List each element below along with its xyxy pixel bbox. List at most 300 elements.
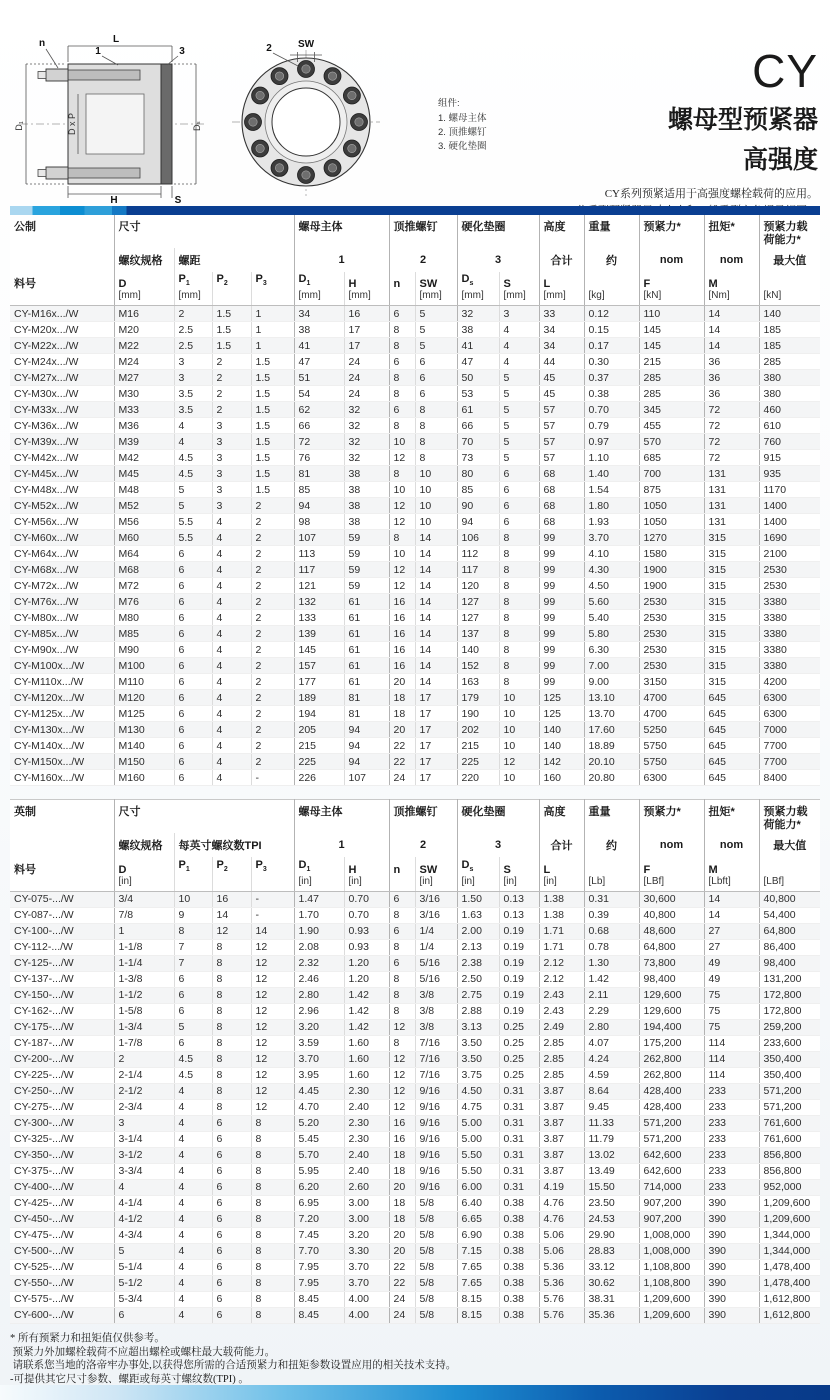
- cell: 4.00: [344, 1291, 389, 1307]
- cell: 6: [174, 546, 212, 562]
- cell: 0.25: [499, 1067, 539, 1083]
- column-header: D [mm]: [114, 272, 174, 306]
- cell: 10: [499, 738, 539, 754]
- cell: 4: [212, 610, 251, 626]
- cell: M48: [114, 482, 174, 498]
- cell: 2530: [639, 610, 704, 626]
- cell: 131: [704, 482, 759, 498]
- cell: 5.36: [539, 1275, 584, 1291]
- cell: 5/8: [415, 1227, 457, 1243]
- dim-label-S: S: [175, 195, 182, 206]
- cell: 0.19: [499, 955, 539, 971]
- cell: 8: [499, 594, 539, 610]
- cell: 3380: [759, 610, 820, 626]
- cell: 5/8: [415, 1195, 457, 1211]
- cell: 571,200: [639, 1131, 704, 1147]
- cell: CY-M24x.../W: [10, 354, 114, 370]
- cell: CY-M48x.../W: [10, 482, 114, 498]
- cell: 0.38: [499, 1227, 539, 1243]
- cell: 145: [639, 322, 704, 338]
- table-row: [10, 450, 820, 466]
- cell: 685: [639, 450, 704, 466]
- cell: 99: [539, 610, 584, 626]
- group-header: 螺纹规格: [114, 248, 174, 272]
- cell: M33: [114, 402, 174, 418]
- cell: 16: [389, 642, 415, 658]
- table-row: [10, 1051, 820, 1067]
- cell: 125: [539, 706, 584, 722]
- group-header: 3: [457, 248, 539, 272]
- cell: 8: [499, 674, 539, 690]
- cell: 5.60: [584, 594, 639, 610]
- cell: 45: [539, 370, 584, 386]
- cell: 6: [174, 738, 212, 754]
- cell: 4700: [639, 690, 704, 706]
- group-header: 螺母主体: [294, 800, 389, 833]
- cell: 700: [639, 466, 704, 482]
- cell: 3.87: [539, 1099, 584, 1115]
- cell: 6: [389, 306, 415, 322]
- dim-label-SW: SW: [298, 39, 315, 50]
- cell: CY-M27x.../W: [10, 370, 114, 386]
- group-header: 重量: [584, 800, 639, 833]
- cell: 0.19: [499, 1003, 539, 1019]
- cell: 3.50: [457, 1035, 499, 1051]
- cell: 7.65: [457, 1259, 499, 1275]
- cell: 75: [704, 1019, 759, 1035]
- cell: 390: [704, 1307, 759, 1323]
- cell: 94: [457, 514, 499, 530]
- cell: 315: [704, 594, 759, 610]
- cell: 4: [174, 1131, 212, 1147]
- cell: 133: [294, 610, 344, 626]
- cell: 2530: [639, 642, 704, 658]
- cell: 225: [294, 754, 344, 770]
- cell: 2.43: [539, 1003, 584, 1019]
- cell: 0.17: [584, 338, 639, 354]
- cell: 12: [251, 1067, 294, 1083]
- cell: 5: [499, 450, 539, 466]
- cell: 8: [499, 546, 539, 562]
- cell: 4: [212, 626, 251, 642]
- cell: 8: [389, 418, 415, 434]
- cell: 47: [457, 354, 499, 370]
- cell: 6: [212, 1115, 251, 1131]
- cell: 7.45: [294, 1227, 344, 1243]
- cell: 5.80: [584, 626, 639, 642]
- cell: 380: [759, 386, 820, 402]
- cell: CY-M76x.../W: [10, 594, 114, 610]
- cell: 1.5: [251, 434, 294, 450]
- cell: 285: [639, 386, 704, 402]
- cell: 1.70: [294, 907, 344, 923]
- cell: M60: [114, 530, 174, 546]
- cell: 4: [212, 706, 251, 722]
- cell: 98,400: [759, 955, 820, 971]
- cell: 4: [174, 434, 212, 450]
- cell: 5.40: [584, 610, 639, 626]
- cell: 610: [759, 418, 820, 434]
- callout-1: 1: [95, 46, 101, 57]
- cell: 145: [294, 642, 344, 658]
- cell: 380: [759, 370, 820, 386]
- cell: 5250: [639, 722, 704, 738]
- cell: 1-1/2: [114, 987, 174, 1003]
- table-row: [10, 1019, 820, 1035]
- cell: 68: [539, 498, 584, 514]
- cell: CY-225-.../W: [10, 1067, 114, 1083]
- cell: 3: [174, 370, 212, 386]
- legend-item-2: 2. 顶推螺钉: [438, 126, 487, 138]
- cell: 17: [415, 706, 457, 722]
- cell: 107: [294, 530, 344, 546]
- cell: 8: [415, 402, 457, 418]
- cell: 94: [344, 738, 389, 754]
- cell: 202: [457, 722, 499, 738]
- cell: 6: [212, 1227, 251, 1243]
- cell: M68: [114, 562, 174, 578]
- cell: 645: [704, 738, 759, 754]
- column-header: [kg]: [584, 272, 639, 306]
- legend-item-1: 1. 螺母主体: [438, 112, 487, 124]
- cell: 3380: [759, 658, 820, 674]
- cell: 9/16: [415, 1163, 457, 1179]
- cell: 38.31: [584, 1291, 639, 1307]
- cell: 62: [294, 402, 344, 418]
- table-row: [10, 402, 820, 418]
- cell: 6: [174, 1003, 212, 1019]
- cell: 194,400: [639, 1019, 704, 1035]
- cell: 4: [174, 1083, 212, 1099]
- cell: 3: [212, 450, 251, 466]
- cell: 8: [251, 1243, 294, 1259]
- cell: 12: [499, 754, 539, 770]
- cell: CY-M16x.../W: [10, 306, 114, 322]
- cell: 2.75: [457, 987, 499, 1003]
- table-row: [10, 482, 820, 498]
- cell: 0.31: [499, 1131, 539, 1147]
- column-header: F [LBf]: [639, 857, 704, 891]
- cell: 8: [389, 907, 415, 923]
- cell: 75: [704, 987, 759, 1003]
- cell: 0.38: [499, 1307, 539, 1323]
- cell: 1/4: [415, 939, 457, 955]
- cell: 33.12: [584, 1259, 639, 1275]
- cell: 6: [212, 1307, 251, 1323]
- column-header: H [mm]: [344, 272, 389, 306]
- cell: 3/16: [415, 907, 457, 923]
- column-header: 料号: [10, 272, 114, 306]
- cell: 315: [704, 658, 759, 674]
- cell: 1.5: [251, 466, 294, 482]
- cell: 6: [499, 466, 539, 482]
- cell: 3: [212, 482, 251, 498]
- cell: 99: [539, 626, 584, 642]
- cell: 8: [251, 1179, 294, 1195]
- table-row: [10, 1179, 820, 1195]
- cell: 5: [415, 338, 457, 354]
- cell: 3.87: [539, 1083, 584, 1099]
- cell: 4: [499, 354, 539, 370]
- cell: 14: [415, 594, 457, 610]
- cell: 5: [174, 498, 212, 514]
- group-header: nom: [704, 833, 759, 857]
- cell: 0.19: [499, 987, 539, 1003]
- cell: 6: [212, 1211, 251, 1227]
- cell: 1,209,600: [639, 1307, 704, 1323]
- cell: 145: [639, 338, 704, 354]
- cell: 233: [704, 1163, 759, 1179]
- cell: 315: [704, 642, 759, 658]
- cell: 3.30: [344, 1243, 389, 1259]
- cell: 66: [457, 418, 499, 434]
- cell: 3380: [759, 626, 820, 642]
- cell: 1,478,400: [759, 1275, 820, 1291]
- cell: 73: [457, 450, 499, 466]
- cell: 4: [174, 1099, 212, 1115]
- cell: 1.20: [344, 971, 389, 987]
- cell: 2530: [759, 562, 820, 578]
- cell: 4: [114, 1179, 174, 1195]
- cell: 5.20: [294, 1115, 344, 1131]
- cell: 45: [539, 386, 584, 402]
- cell: 8.45: [294, 1307, 344, 1323]
- table-row: [10, 354, 820, 370]
- cell: 12: [251, 987, 294, 1003]
- cell: 4: [212, 546, 251, 562]
- cell: 0.38: [499, 1275, 539, 1291]
- cell: 570: [639, 434, 704, 450]
- cell: 47: [294, 354, 344, 370]
- cell: 61: [344, 658, 389, 674]
- cell: 8: [499, 626, 539, 642]
- callout-2: 2: [266, 43, 272, 54]
- cell: 315: [704, 546, 759, 562]
- table-row: [10, 1067, 820, 1083]
- cell: 2: [251, 530, 294, 546]
- cell: CY-M130x.../W: [10, 722, 114, 738]
- cell: 12: [389, 1051, 415, 1067]
- group-header: 扭矩*: [704, 800, 759, 833]
- cell: 13.70: [584, 706, 639, 722]
- table-row: [10, 418, 820, 434]
- cell: 7/16: [415, 1051, 457, 1067]
- cell: 17: [344, 338, 389, 354]
- cell: 907,200: [639, 1195, 704, 1211]
- table-row: [10, 1195, 820, 1211]
- cell: 6: [174, 987, 212, 1003]
- cell: 24: [344, 386, 389, 402]
- cell: 4: [212, 530, 251, 546]
- cell: 8: [212, 971, 251, 987]
- cell: 27: [704, 923, 759, 939]
- cell: 142: [539, 754, 584, 770]
- cell: CY-M100x.../W: [10, 658, 114, 674]
- cell: 315: [704, 530, 759, 546]
- cell: 32: [344, 434, 389, 450]
- cell: 4.00: [344, 1307, 389, 1323]
- cell: 0.39: [584, 907, 639, 923]
- cell: 3-1/2: [114, 1147, 174, 1163]
- cell: 2-3/4: [114, 1099, 174, 1115]
- cell: 1.5: [251, 402, 294, 418]
- group-header: 螺距: [174, 248, 294, 272]
- cell: 2.85: [539, 1067, 584, 1083]
- cell: M36: [114, 418, 174, 434]
- cell: 2.32: [294, 955, 344, 971]
- cell: 8: [251, 1115, 294, 1131]
- cell: 8: [212, 955, 251, 971]
- column-header-row: [10, 857, 820, 891]
- cell: 49: [704, 955, 759, 971]
- cell: 225: [457, 754, 499, 770]
- cell: 6: [114, 1307, 174, 1323]
- cell: 32: [344, 402, 389, 418]
- cell: 350,400: [759, 1051, 820, 1067]
- cell: 1: [251, 322, 294, 338]
- cell: CY-500-.../W: [10, 1243, 114, 1259]
- cell: 2.49: [539, 1019, 584, 1035]
- cell: 4: [174, 1211, 212, 1227]
- cell: 4: [174, 418, 212, 434]
- table-row: [10, 1083, 820, 1099]
- cell: 8: [251, 1259, 294, 1275]
- cell: CY-550-.../W: [10, 1275, 114, 1291]
- cell: 390: [704, 1259, 759, 1275]
- cell: 18: [389, 690, 415, 706]
- cell: 27: [704, 939, 759, 955]
- cell: 24: [344, 370, 389, 386]
- cell: 1.60: [344, 1051, 389, 1067]
- cell: 16: [389, 658, 415, 674]
- cell: 3: [174, 354, 212, 370]
- cell: 0.31: [499, 1147, 539, 1163]
- cell: 10: [389, 546, 415, 562]
- cell: 36: [704, 354, 759, 370]
- cell: 5: [114, 1243, 174, 1259]
- cell: 4.5: [174, 466, 212, 482]
- cell: 1.5: [251, 386, 294, 402]
- cell: 3/8: [415, 1019, 457, 1035]
- cell: 233,600: [759, 1035, 820, 1051]
- cell: 64,800: [759, 923, 820, 939]
- cell: 6.20: [294, 1179, 344, 1195]
- group-header: 英制: [10, 800, 114, 833]
- cell: 14: [704, 891, 759, 907]
- cell: 5/8: [415, 1259, 457, 1275]
- cell: 6: [499, 498, 539, 514]
- group-header: 螺母主体: [294, 215, 389, 248]
- cell: 120: [457, 578, 499, 594]
- cell: 6: [212, 1291, 251, 1307]
- cell: 4: [174, 1147, 212, 1163]
- cell: 1-3/4: [114, 1019, 174, 1035]
- cell: 226: [294, 770, 344, 786]
- cell: 760: [759, 434, 820, 450]
- cell: 189: [294, 690, 344, 706]
- cell: 428,400: [639, 1099, 704, 1115]
- cell: 1.5: [251, 418, 294, 434]
- cell: 5: [499, 370, 539, 386]
- table-row: [10, 1275, 820, 1291]
- cell: 129,600: [639, 1003, 704, 1019]
- table-row: [10, 939, 820, 955]
- cell: -: [251, 770, 294, 786]
- cell: 8: [251, 1307, 294, 1323]
- cell: 4.70: [294, 1099, 344, 1115]
- cell: 5: [499, 402, 539, 418]
- cell: 8: [212, 987, 251, 1003]
- column-header: $P_3$: [251, 272, 294, 306]
- cell: 8: [251, 1227, 294, 1243]
- cell: 1.5: [212, 306, 251, 322]
- cell: 13.02: [584, 1147, 639, 1163]
- technical-drawing-svg: [6, 22, 551, 206]
- cell: 32: [344, 418, 389, 434]
- cell: 14: [415, 610, 457, 626]
- cell: 315: [704, 578, 759, 594]
- cell: 137: [457, 626, 499, 642]
- cell: 20: [389, 1227, 415, 1243]
- cell: 3/8: [415, 1003, 457, 1019]
- cell: M27: [114, 370, 174, 386]
- cell: 12: [389, 1099, 415, 1115]
- cell: 1.71: [539, 923, 584, 939]
- product-diagram: [6, 22, 551, 211]
- cell: CY-M64x.../W: [10, 546, 114, 562]
- top-section: [0, 0, 830, 206]
- cell: 1.5: [212, 338, 251, 354]
- cell: 2: [212, 402, 251, 418]
- cell: 30.62: [584, 1275, 639, 1291]
- cell: 14: [704, 907, 759, 923]
- cell: 4700: [639, 706, 704, 722]
- cell: 73,800: [639, 955, 704, 971]
- cell: CY-M45x.../W: [10, 466, 114, 482]
- cell: 2-1/2: [114, 1083, 174, 1099]
- cell: 10: [415, 514, 457, 530]
- cell: 233: [704, 1115, 759, 1131]
- cell: 0.25: [499, 1051, 539, 1067]
- cell: 2.40: [344, 1147, 389, 1163]
- cell: 68: [539, 466, 584, 482]
- cell: 1: [251, 338, 294, 354]
- cell: 0.31: [499, 1083, 539, 1099]
- cell: 5: [174, 1019, 212, 1035]
- cell: M130: [114, 722, 174, 738]
- cell: 22: [389, 1259, 415, 1275]
- cell: 1,209,600: [759, 1211, 820, 1227]
- cell: 98,400: [639, 971, 704, 987]
- cell: 1900: [639, 562, 704, 578]
- cell: 1.93: [584, 514, 639, 530]
- column-header: $D_1$ [mm]: [294, 272, 344, 306]
- cell: 3: [212, 418, 251, 434]
- cell: 8: [499, 610, 539, 626]
- cell: 14: [251, 923, 294, 939]
- cell: 2: [251, 594, 294, 610]
- cell: 6: [415, 386, 457, 402]
- cell: 12: [212, 923, 251, 939]
- cell: 16: [389, 594, 415, 610]
- cell: 1-3/8: [114, 971, 174, 987]
- cell: 8: [499, 642, 539, 658]
- cell: 12: [251, 1083, 294, 1099]
- cell: 0.93: [344, 923, 389, 939]
- cell: 8: [251, 1211, 294, 1227]
- cell: 9/16: [415, 1131, 457, 1147]
- group-header: 预紧力载荷能力*: [759, 215, 820, 248]
